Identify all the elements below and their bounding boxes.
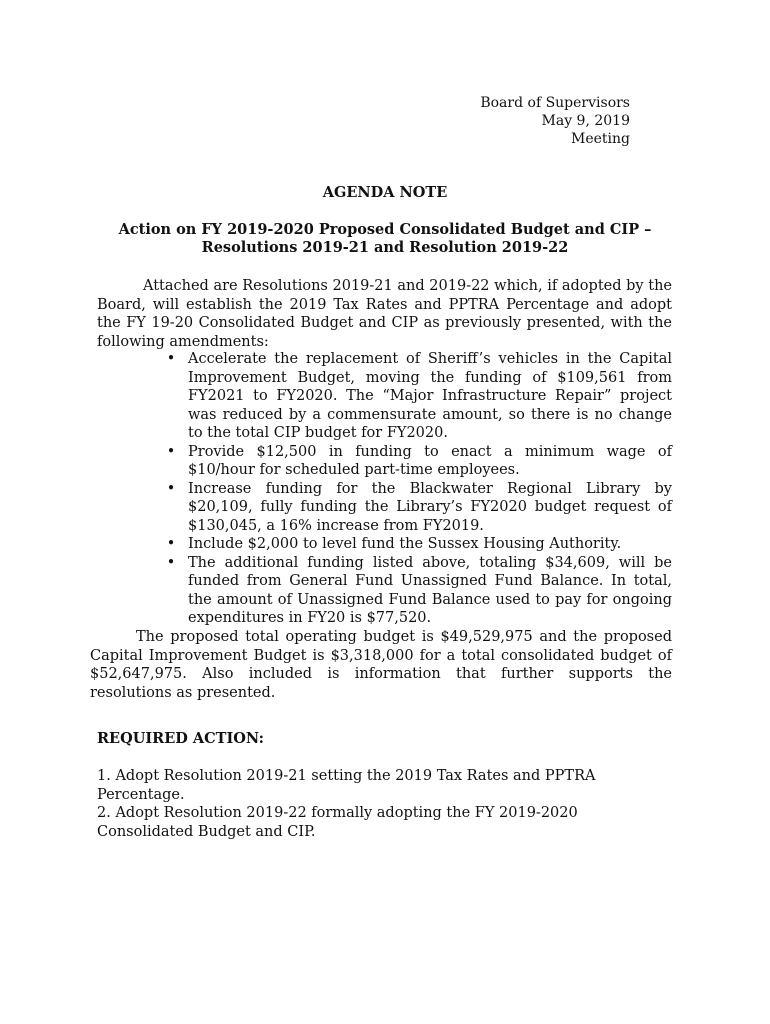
intro-paragraph: Attached are Resolutions 2019-21 and 2019-22 which, if adopted by the Board, will establish the 2019 Tax Rates and PPTRA Percentage and adopt the FY 19-20 Consolidated Budget and CIP as previously presented, with the following amendments: xyxy=(97,278,672,350)
action-item: 1. Adopt Resolution 2019-21 setting the 2019 Tax Rates and PPTRA Percentage. xyxy=(97,768,596,803)
subject-line-1: Action on FY 2019-2020 Proposed Consolidated Budget and CIP – xyxy=(118,221,652,238)
board-name: Board of Supervisors xyxy=(480,95,630,111)
bullet-icon: • xyxy=(166,443,176,460)
list-item xyxy=(164,350,672,443)
bullet-icon: • xyxy=(166,480,176,497)
list-item xyxy=(164,443,672,480)
required-action-heading: REQUIRED ACTION: xyxy=(97,730,264,747)
required-actions-list xyxy=(97,767,672,841)
bullet-icon: • xyxy=(166,536,176,552)
amendments-list xyxy=(164,350,672,628)
bullet-icon: • xyxy=(166,351,176,367)
amendment-text: Provide $12,500 in funding to enact a minimum wage of $10/hour for scheduled part-time employees. xyxy=(188,443,672,478)
meeting-header xyxy=(480,94,630,148)
amendment-text: Increase funding for the Blackwater Regional Library by $20,109, fully funding the Library’s FY2020 budget request of $130,045, a 16% increase from FY2019. xyxy=(188,480,672,534)
meeting-date: May 9, 2019 Meeting xyxy=(541,113,630,147)
bullet-icon: • xyxy=(166,554,176,571)
list-item xyxy=(164,480,672,536)
list-item xyxy=(164,554,672,628)
subject-line-2: Resolutions 2019-21 and Resolution 2019-22 xyxy=(201,239,569,256)
totals-paragraph: The proposed total operating budget is $49,529,975 and the proposed Capital Improvement Budget is $3,318,000 for a total consolidated budget of $52,647,975. Also included is information that further supports the resolutions as presented. xyxy=(90,629,672,701)
page-title: AGENDA NOTE xyxy=(322,184,448,201)
amendment-text: The additional funding listed above, totaling $34,609, will be funded from General Fund Unassigned Fund Balance. In total, the amount of Unassigned Fund Balance used to pay for ongoing expenditures in FY20 is $77,520. xyxy=(188,554,672,626)
amendment-text: Include $2,000 to level fund the Sussex Housing Authority. xyxy=(188,536,622,552)
subject-heading xyxy=(0,221,770,257)
amendment-text: Accelerate the replacement of Sheriff’s vehicles in the Capital Improvement Budget, moving the funding of $109,561 from FY2021 to FY2020. The “Major Infrastructure Repair” project was reduced by a commensurate amount, so there is no change to the total CIP budget for FY2020. xyxy=(188,351,672,441)
list-item xyxy=(164,535,672,554)
action-item: 2. Adopt Resolution 2019-22 formally adopting the FY 2019-2020 Consolidated Budget and CIP. xyxy=(97,805,578,840)
